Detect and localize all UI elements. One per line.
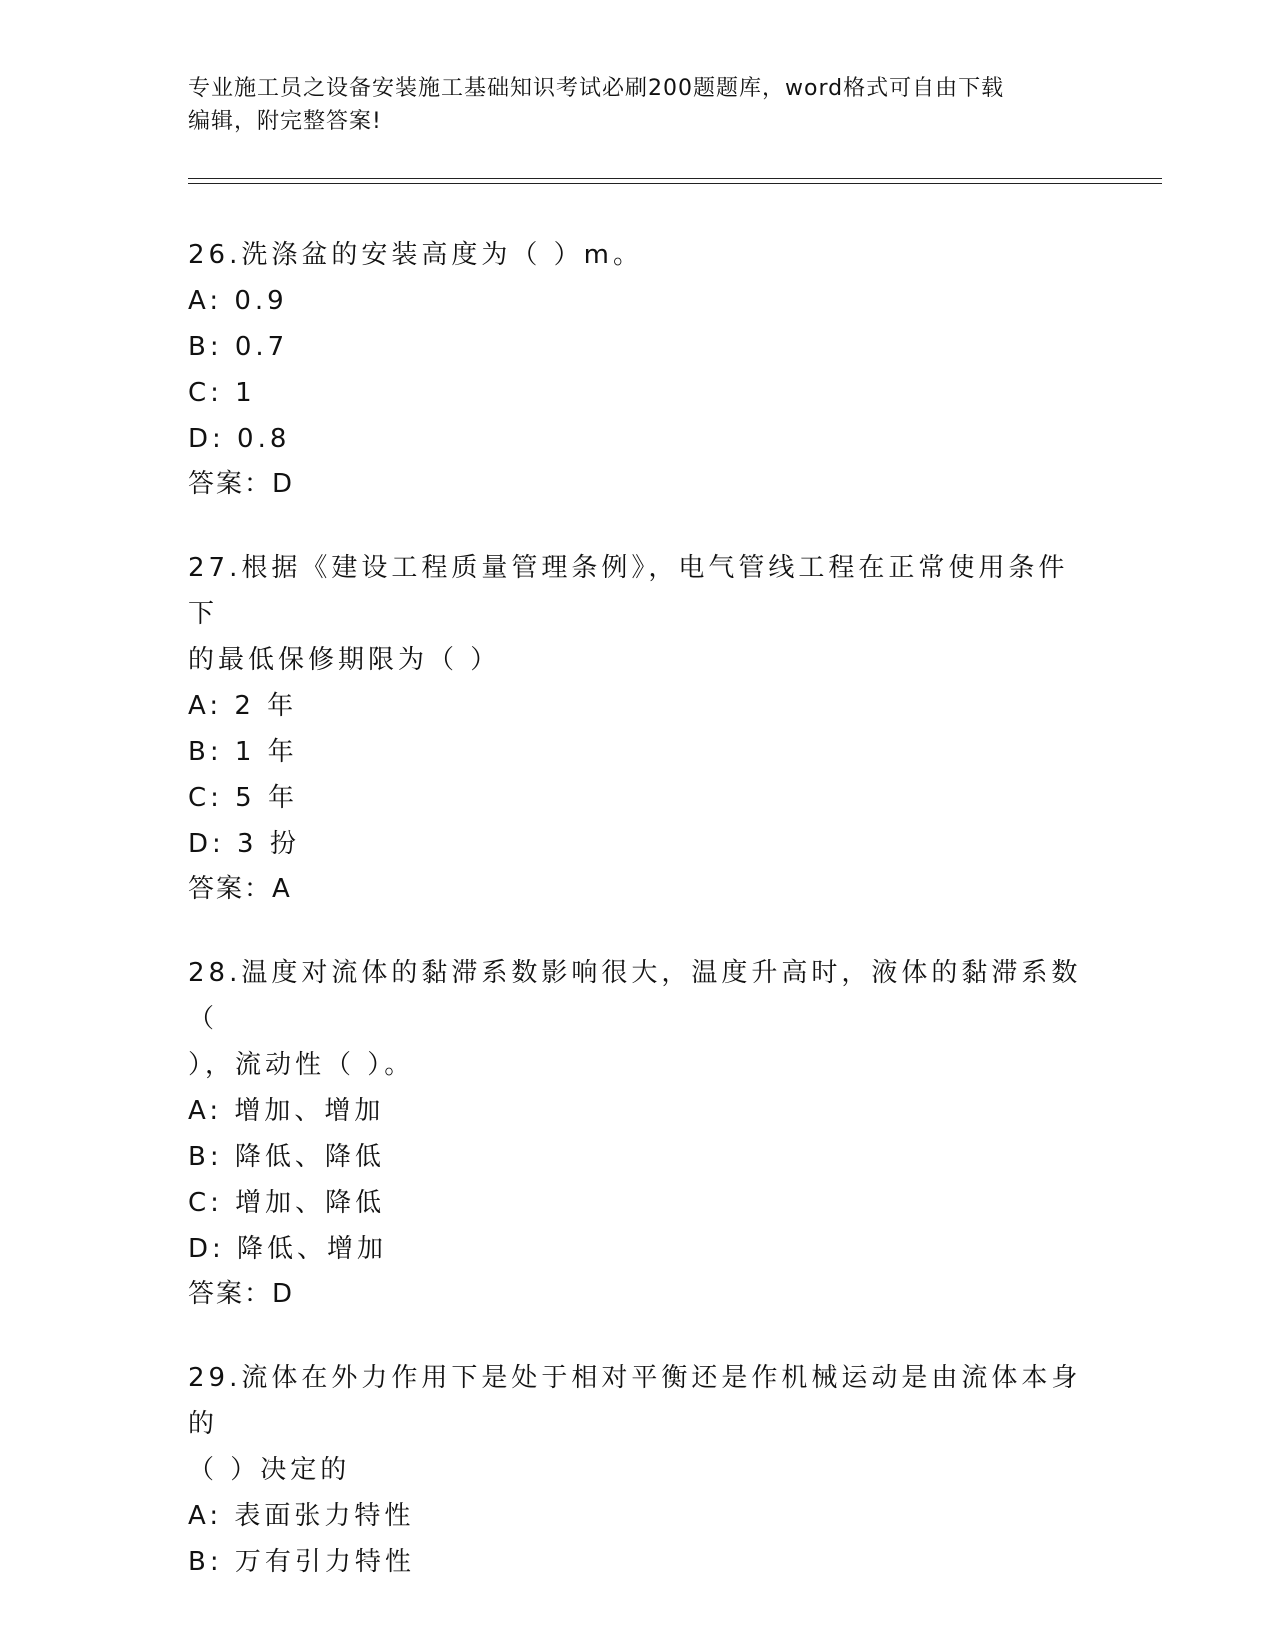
- answer-line: 答案：A: [188, 874, 292, 904]
- option-d: D: 降低、增加: [188, 1234, 388, 1264]
- header-title-line-1: 专业施工员之设备安装施工基础知识考试必刷200题题库，word格式可自由下载: [188, 76, 1005, 101]
- question-29: [188, 1355, 1088, 1585]
- option-d: D: 3 扮: [188, 829, 300, 859]
- option-a: A: 增加、增加: [188, 1096, 385, 1126]
- question-27: [188, 545, 1088, 911]
- question-stem-continued: （ ）决定的: [188, 1455, 351, 1485]
- option-a: A: 0.9: [188, 286, 288, 316]
- option-a: A: 2 年: [188, 691, 298, 721]
- option-b: B: 万有引力特性: [188, 1547, 415, 1577]
- header-divider-top: [188, 178, 1162, 179]
- option-c: C: 1: [188, 378, 256, 408]
- answer-line: 答案：D: [188, 1279, 295, 1309]
- question-stem: 29.流体在外力作用下是处于相对平衡还是作机械运动是由流体本身的: [188, 1363, 1082, 1439]
- option-b: B: 1 年: [188, 737, 298, 767]
- question-stem: 26.洗涤盆的安装高度为（ ）m。: [188, 240, 643, 270]
- option-b: B: 降低、降低: [188, 1142, 385, 1172]
- document-header: [188, 72, 1078, 138]
- option-d: D: 0.8: [188, 424, 291, 454]
- question-list: [188, 232, 1088, 1624]
- question-stem: 27.根据《建设工程质量管理条例》，电气管线工程在正常使用条件下: [188, 553, 1069, 629]
- header-title-line-2: 编辑，附完整答案!: [188, 109, 382, 134]
- option-b: B: 0.7: [188, 332, 289, 362]
- option-c: C: 增加、降低: [188, 1188, 386, 1218]
- question-stem: 28.温度对流体的黏滞系数影响很大，温度升高时，液体的黏滞系数（: [188, 958, 1082, 1034]
- answer-line: 答案：D: [188, 469, 295, 499]
- question-stem-continued: 的最低保修期限为（ ）: [188, 645, 501, 675]
- option-c: C: 5 年: [188, 783, 298, 813]
- question-26: [188, 232, 1088, 506]
- question-28: [188, 950, 1088, 1316]
- question-stem-continued: ），流动性（ ）。: [188, 1050, 415, 1080]
- option-a: A: 表面张力特性: [188, 1501, 415, 1531]
- header-divider-bottom: [188, 183, 1162, 184]
